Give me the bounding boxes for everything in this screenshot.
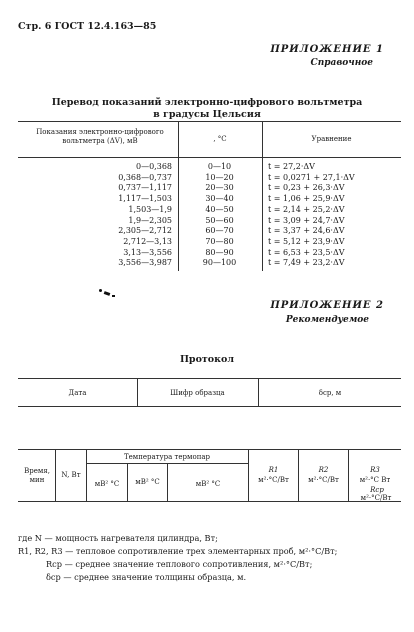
legend-line-1: где N — мощность нагревателя цилиндра, Вт; [18,533,218,543]
table-cell: 0,368—0,737 [118,172,172,182]
appendix-2-subtitle: Рекомендуемое [285,315,369,325]
table-cell: 3,13—3,556 [123,247,172,257]
table-cell: t = 1,06 + 25,9·ΔV [268,194,345,204]
measure-r3-unit: м²·°С Вт [359,476,391,484]
legend-line-2: R1, R2, R3 — тепловое сопротивление трех элементарных проб, м²·°С/Вт; [18,546,338,556]
measure-r3-label: R3 [370,466,380,474]
table-cell: t = 27,2·ΔV [268,162,315,171]
measure-divider [298,449,299,502]
table-cell: t = 0,0271 + 27,1·ΔV [268,172,355,182]
table-cell: 90—100 [202,258,237,268]
measure-rcp-unit: м²·°С/Вт [360,494,392,502]
protocol-divider-1 [137,378,138,407]
protocol-divider-2 [258,378,259,407]
table-cell: 10—20 [205,172,234,182]
table-cell: 0,737—1,117 [118,183,172,193]
measure-bottom-rule [18,501,401,502]
scan-speck [99,289,102,292]
measure-divider [127,463,128,502]
measure-r2-label: R2 [318,466,329,474]
protocol-date-label: Дата [68,389,87,397]
measure-time-label-1: Время, [24,467,50,475]
table-cell: t = 5,12 + 23,9·ΔV [268,236,345,246]
protocol-top-rule [18,378,401,379]
table-cell: t = 6,53 + 23,5·ΔV [268,247,345,257]
page-header: Стр. 6 ГОСТ 12.4.163—85 [18,21,157,32]
measure-mv-c-1: мВ² °С [94,480,120,488]
measure-mv-c-2: мВ² °С [135,478,160,486]
legend-line-3: Rcp — среднее значение теплового сопротивления, м²·°С/Вт; [46,559,313,569]
measure-r1-unit: м²·°С/Вт [258,476,289,484]
table-cell: t = 3,37 + 24,6·ΔV [268,226,345,236]
measure-divider [248,449,249,502]
measure-r2-unit: м²·°С/Вт [308,476,339,484]
measure-thermo-group-label: Температура термопар [123,453,211,461]
table1-col-celsius [182,162,257,269]
table-cell: 20—30 [205,183,234,193]
table1-title-line1: Перевод показаний электронно-цифрового вольтметра [51,97,363,108]
measure-power-label: N, Вт [61,471,81,479]
protocol-thickness-label: δcp, м [318,389,342,397]
table1-col-mv [20,162,172,269]
table-cell: 0—10 [207,162,232,171]
table-cell: 60—70 [205,226,234,236]
table-cell: 80—90 [205,247,234,257]
protocol-code-label: Шифр образца [170,389,225,397]
protocol-title: Протокол [179,354,235,365]
table1-col-divider-2 [262,121,263,271]
table-cell: 40—50 [205,204,234,214]
legend-line-4: δcp — среднее значение толщины образца, м. [46,572,247,582]
table-cell: 1,9—2,305 [128,215,172,225]
appendix-1-subtitle: Справочное [310,58,373,68]
table-cell: 1,117—1,503 [118,194,172,204]
measure-mv-c-3: мВ² °С [195,480,221,488]
table-cell: 50—60 [205,215,234,225]
table-cell: 0—0,368 [136,162,172,171]
table-cell: 3,556—3,987 [118,258,172,268]
table1-col1-head-line2: вольтметра (ΔV), мВ [62,137,138,145]
table-cell: 2,712—3,13 [123,236,172,246]
table-cell: 2,305—2,712 [118,226,172,236]
measure-divider [167,463,168,502]
table1-title-line2: в градусы Цельсия [153,109,261,120]
table-cell: t = 3,09 + 24,7·ΔV [268,215,345,225]
appendix-2-title: ПРИЛОЖЕНИЕ 2 [270,300,384,311]
table1-col-divider-1 [178,121,179,271]
measure-divider [86,449,87,502]
table1-top-rule [18,121,401,122]
table1-col-equation [268,162,403,269]
scan-speck [112,295,115,297]
scan-speck [104,291,111,296]
measure-r1-label: R1 [268,466,279,474]
table-cell: 30—40 [205,194,234,204]
table-cell: 1,503—1,9 [128,204,172,214]
appendix-1-title: ПРИЛОЖЕНИЕ 1 [270,44,384,55]
table-cell: t = 2,14 + 25,2·ΔV [268,204,345,214]
table-cell: t = 7,49 + 23,2·ΔV [268,258,345,268]
table-cell: 70—80 [205,236,234,246]
protocol-bottom-rule [18,406,401,407]
measure-divider [55,449,56,502]
measure-time-label-2: мин [29,476,45,484]
table1-col2-head: , °С [213,135,227,143]
table-cell: t = 0,23 + 26,3·ΔV [268,183,345,193]
table1-header-rule [18,157,401,158]
measure-rcp-label: Rcp [370,486,384,494]
measure-top-rule [18,449,401,450]
table1-col1-head-line1: Показания электронно-цифрового [36,128,164,136]
table1-col3-head: Уравнение [311,135,352,143]
